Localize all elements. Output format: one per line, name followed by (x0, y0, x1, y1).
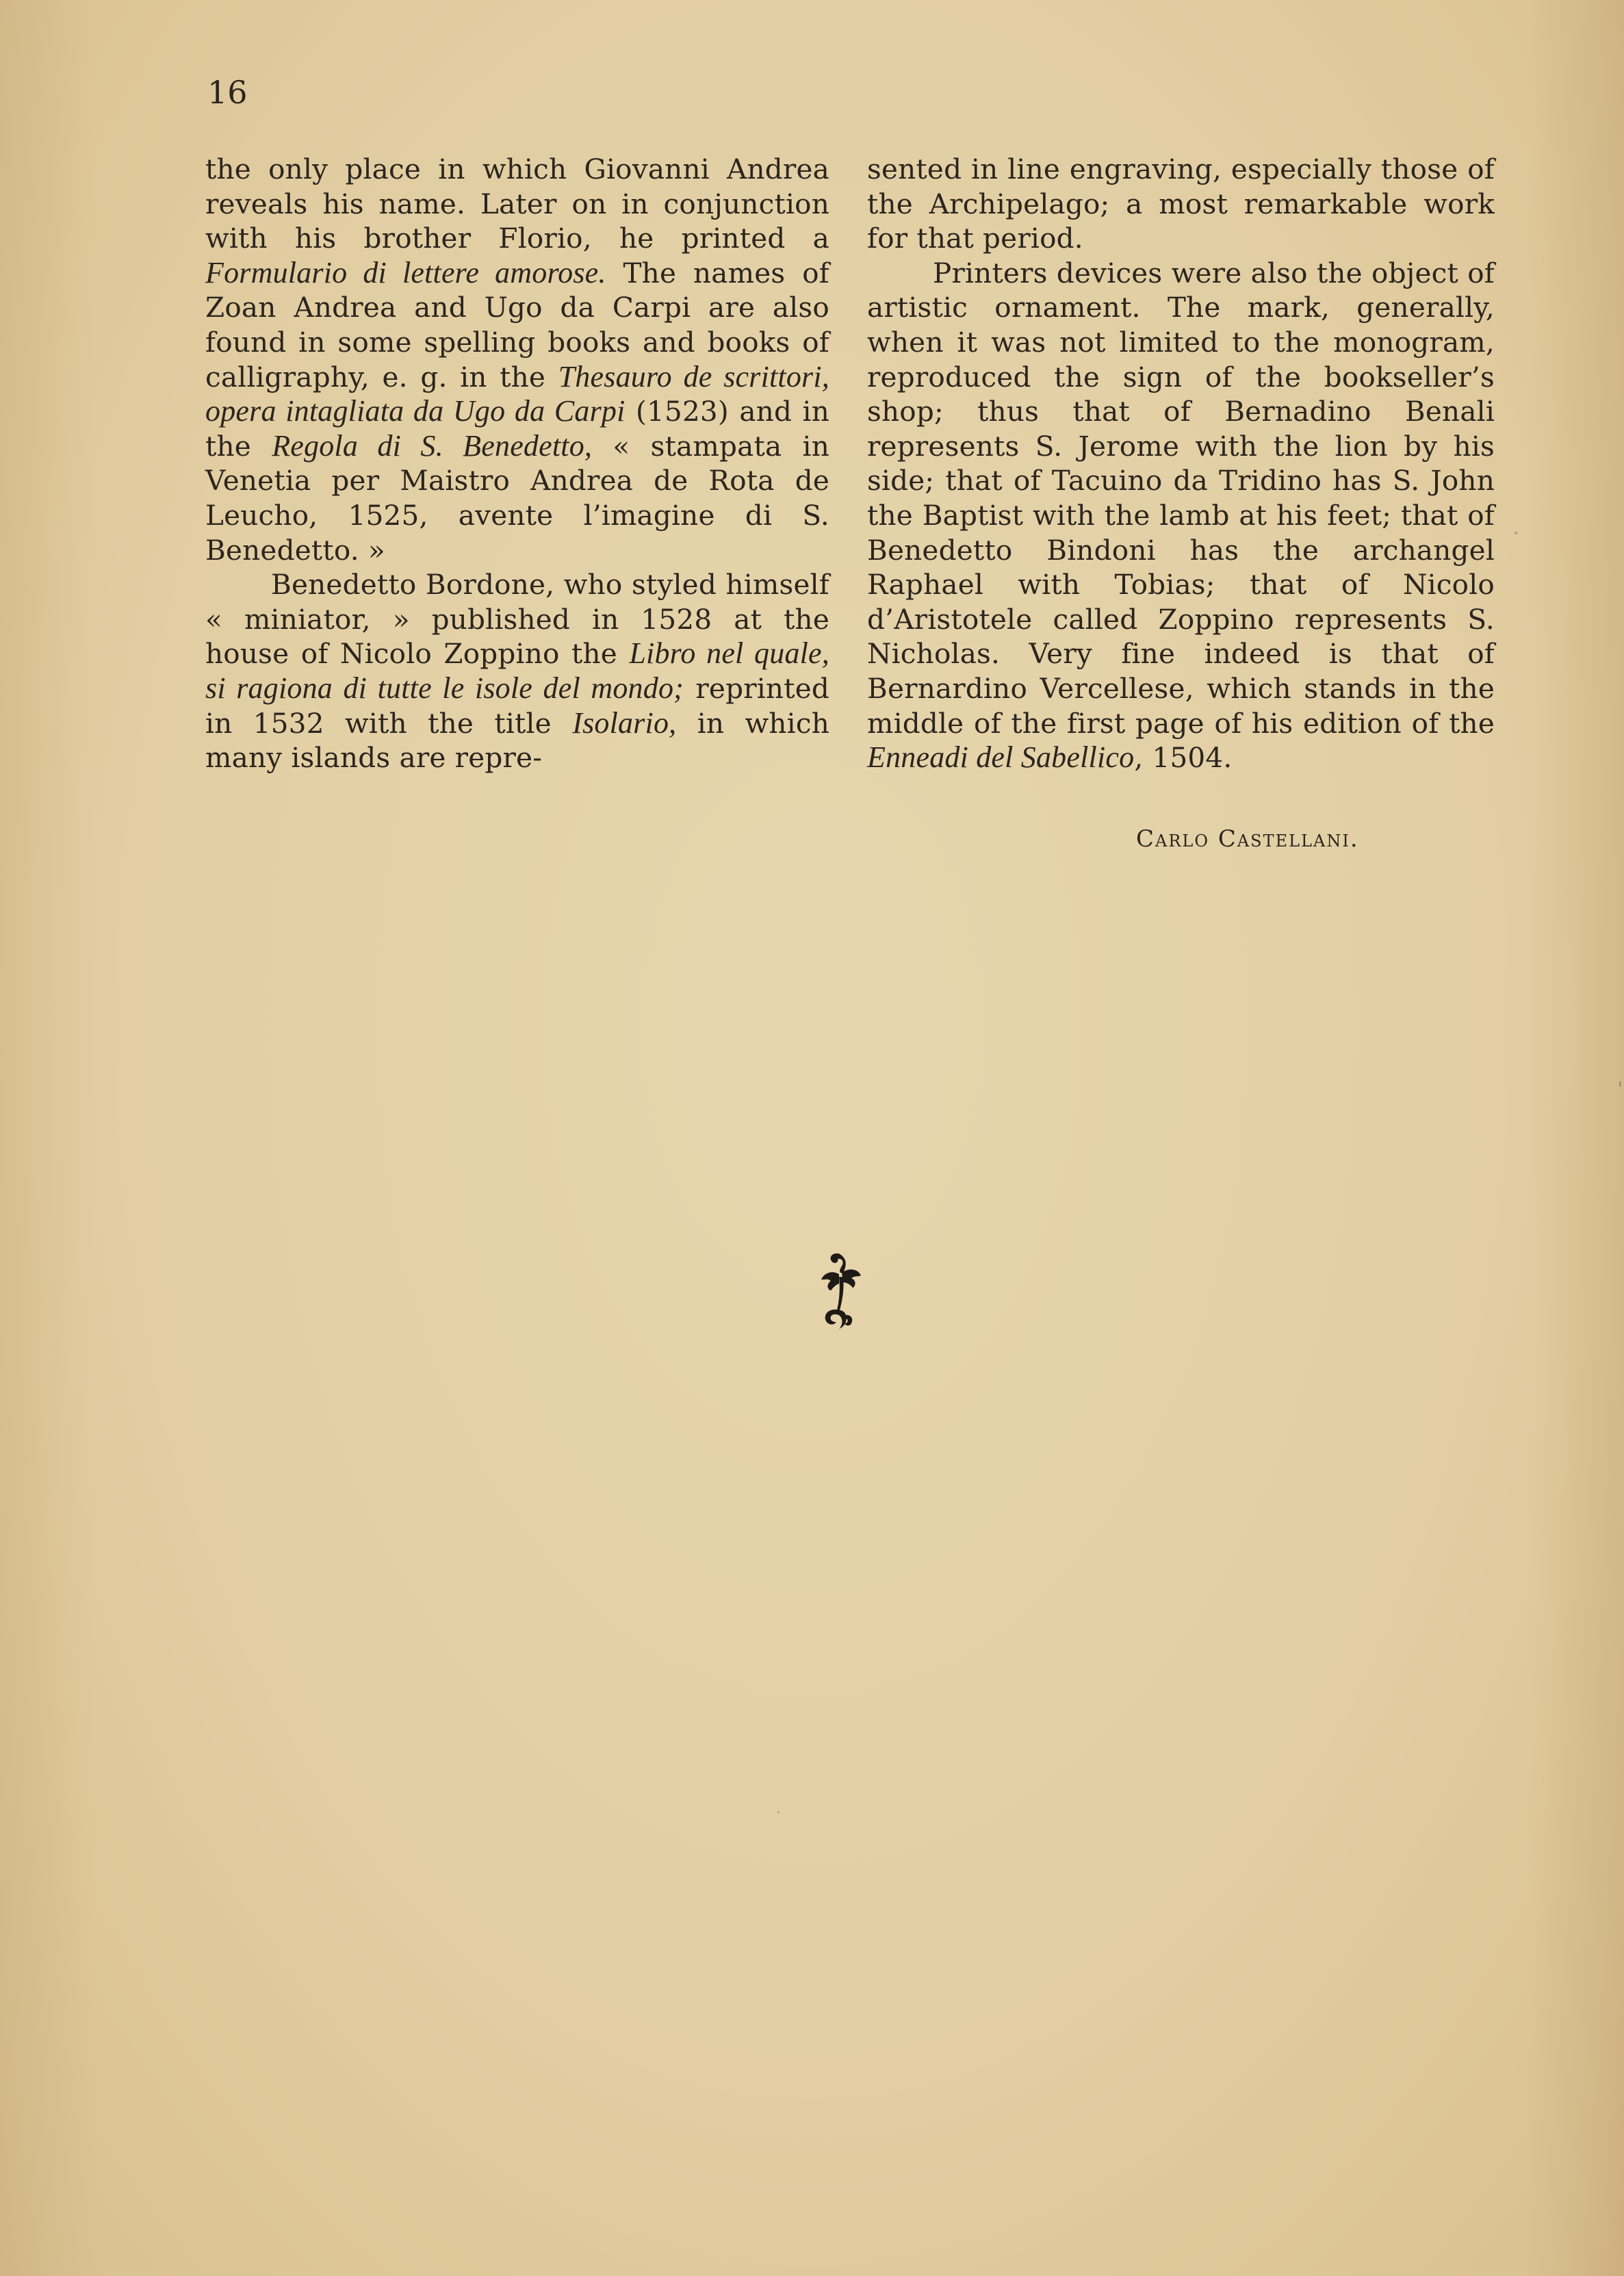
text-span: Benedetto Bordone, who styled himself « miniator, » published in 1528 at the house of Nicolo Zoppino the (205, 568, 829, 671)
italic-title: Isolario, (572, 706, 677, 740)
text-span: reprinted in 1532 with the title (205, 671, 829, 740)
text-span: « stampata in Venetia per Maistro Andrea de Rota de Leucho, 1525, avente l’imagine di S. Benedetto. » (205, 429, 829, 567)
left-column (205, 152, 829, 775)
italic-title: Thesauro de scrittori, opera intagliata da Ugo da Carpi (205, 359, 830, 428)
italic-title: Libro nel quale, si ragiona di tutte le isole del mondo; (205, 636, 829, 705)
right-paragraph-2 (867, 256, 1495, 775)
italic-title: Formulario di lettere amorose. (205, 255, 606, 289)
italic-title: Regola di S. Benedetto, (272, 428, 593, 463)
text-span: in which many islands are repre- (205, 706, 829, 775)
text-span: sented in line engraving, especially those of the Archipelago; a most remarkable work for that period. (867, 153, 1495, 255)
text-span: the only place in which Giovanni Andrea reveals his name. Later on in conjunction with his brother Florio, he printed a (205, 153, 829, 255)
paper-speck (1619, 1081, 1621, 1087)
page-number: 16 (207, 74, 248, 111)
author-signature: Carlo Castellani. (1136, 825, 1359, 853)
text-span: Printers devices were also the object of artistic ornament. The mark, generally, when it was not limited to the monogram, reproduced the sign of the bookseller’s shop; thus that of Bernadino Benali represents S. Jerome with the lion by his side; that of Tacuino da Tridino has S. John the Baptist with the lamb at his feet; that of Benedetto Bindoni has the archangel Raphael with Tobias; that of Nicolo d’Aristotele called Zoppino represents S. Nicholas. Very fine indeed is that of Bernardino Vercellese, which stands in the middle of the first page of his edition of the (867, 256, 1495, 740)
italic-title: Enneadi del Sabellico (867, 740, 1135, 775)
fleuron-icon (819, 1250, 862, 1337)
left-paragraph-1 (205, 152, 829, 567)
text-span: The names of Zoan Andrea and Ugo da Carpi are also found in some spelling books and books of calligraphy, e. g. in the (205, 256, 829, 393)
text-span: (1523) and in the (205, 395, 829, 463)
right-column (867, 152, 1495, 775)
paper-speck (777, 1811, 779, 1813)
right-paragraph-1 (867, 152, 1495, 256)
left-paragraph-2 (205, 567, 829, 775)
text-span: , 1504. (1134, 741, 1233, 775)
paper-speck (1515, 532, 1517, 534)
